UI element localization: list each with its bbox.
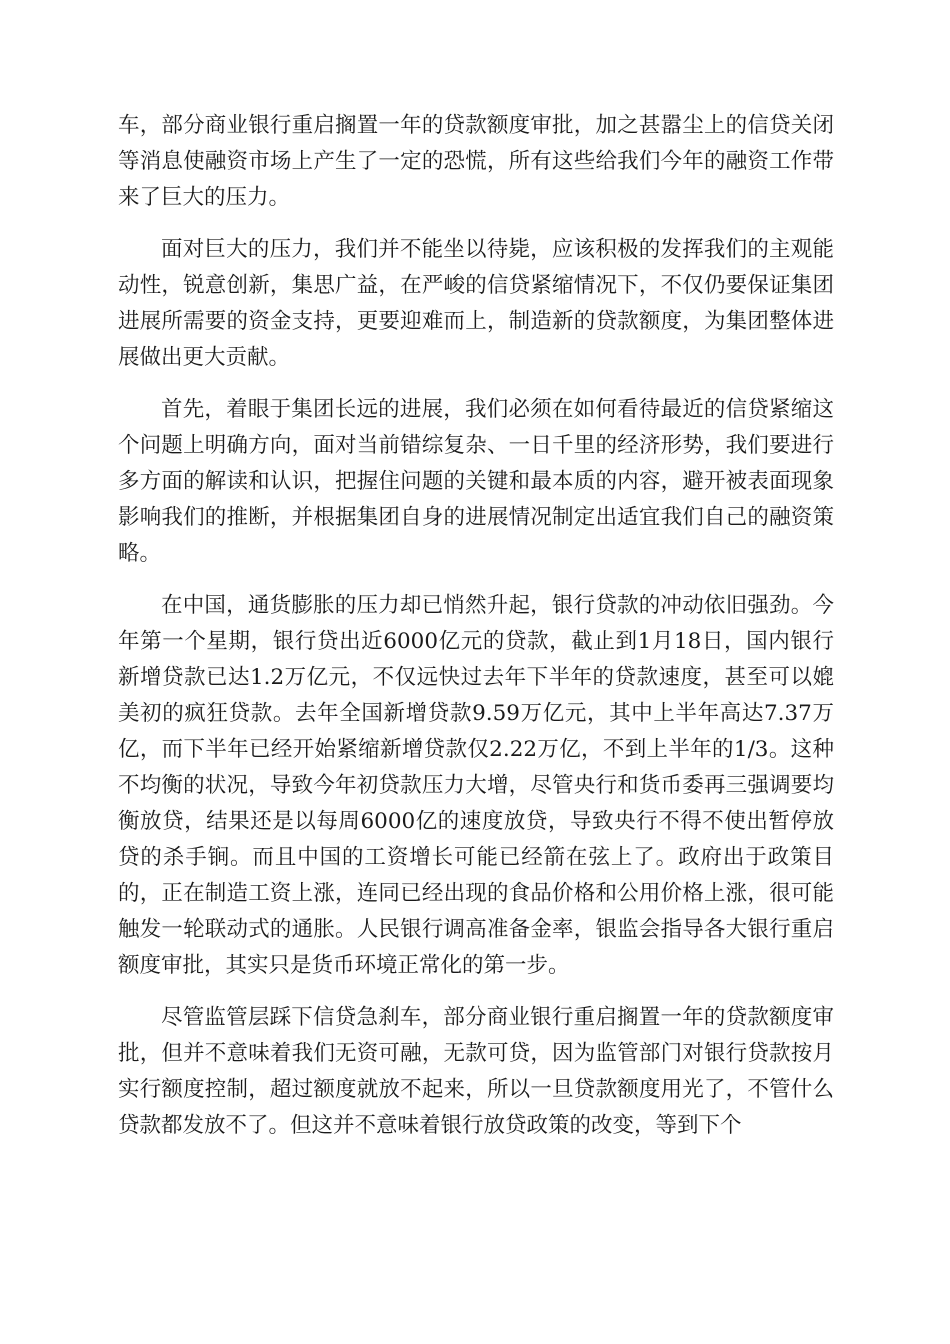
paragraph-inflation: 在中国，通货膨胀的压力却已悄然升起，银行贷款的冲动依旧强劲。今年第一个星期，银行贷出近6000亿元的贷款，截止到1月18日，国内银行新增贷款已达1.2万亿元，不仅远快过去年下半年的贷款速度，甚至可以媲美初的疯狂贷款。去年全国新增贷款9.59万亿元，其中上半年高达7.37万亿，而下半年已经开始紧缩新增贷款仅2.22万亿，不到上半年的1/3。这种不均衡的状况，导致今年初贷款压力大增，尽管央行和货币委再三强调要均衡放贷，结果还是以每周6000亿的速度放贷，导致央行不得不使出暂停放贷的杀手锏。而且中国的工资增长可能已经箭在弦上了。政府出于政策目的，正在制造工资上涨，连同已经出现的食品价格和公用价格上涨，很可能触发一轮联动式的通胀。人民银行调高准备金率，银监会指导各大银行重启额度审批，其实只是货币环境正常化的第一步。: [118, 593, 834, 978]
document-page: [118, 108, 834, 1160]
paragraph-facing-pressure: 面对巨大的压力，我们并不能坐以待毙，应该积极的发挥我们的主观能动性，锐意创新，集思广益，在严峻的信贷紧缩情况下，不仅仍要保证集团进展所需要的资金支持，更要迎难而上，制造新的贷款额度，为集团整体进展做出更大贡献。: [118, 237, 834, 370]
paragraph-first-point: 首先，着眼于集团长远的进展，我们必须在如何看待最近的信贷紧缩这个问题上明确方向，面对当前错综复杂、一日千里的经济形势，我们要进行多方面的解读和认识，把握住问题的关键和最本质的内容，避开被表面现象影响我们的推断，并根据集团自身的进展情况制定出适宜我们自己的融资策略。: [118, 397, 834, 566]
paragraph-regulation: 尽管监管层踩下信贷急刹车，部分商业银行重启搁置一年的贷款额度审批，但并不意味着我们无资可融，无款可贷，因为监管部门对银行贷款按月实行额度控制，超过额度就放不起来，所以一旦贷款额度用光了，不管什么贷款都发放不了。但这并不意味着银行放贷政策的改变，等到下个: [118, 1005, 834, 1138]
paragraph-continued: 车，部分商业银行重启搁置一年的贷款额度审批，加之甚嚣尘上的信贷关闭等消息使融资市场上产生了一定的恐慌，所有这些给我们今年的融资工作带来了巨大的压力。: [118, 113, 834, 210]
